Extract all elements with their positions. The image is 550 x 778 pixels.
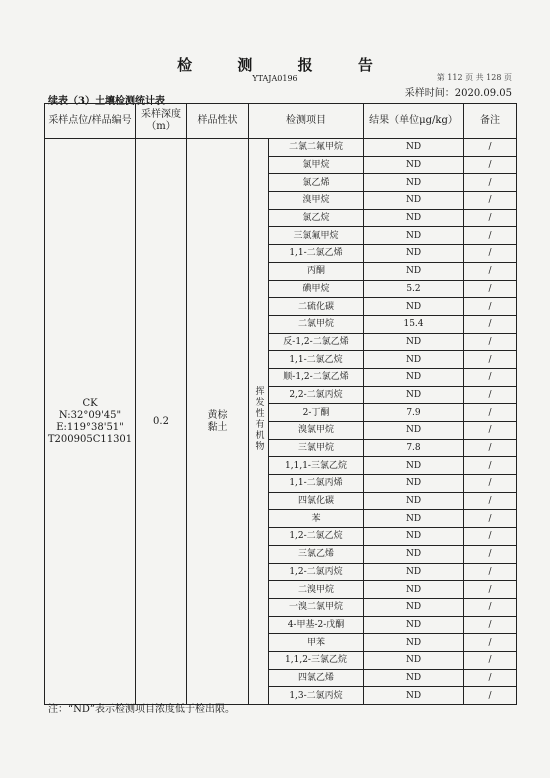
analyte-remark: / bbox=[464, 192, 517, 210]
analyte-result: 15.4 bbox=[364, 315, 464, 333]
analyte-name: 二氯二氟甲烷 bbox=[269, 139, 364, 157]
analyte-result: ND bbox=[364, 351, 464, 369]
sample-site: CK bbox=[82, 397, 98, 409]
analyte-name: 二氯甲烷 bbox=[269, 315, 364, 333]
sample-time: 采样时间：2020.09.05 bbox=[404, 88, 512, 99]
analyte-result: ND bbox=[364, 687, 464, 705]
analyte-name: 溴氯甲烷 bbox=[269, 422, 364, 440]
category-label: 挥发性有机物 bbox=[253, 386, 264, 452]
analyte-remark: / bbox=[464, 669, 517, 687]
analyte-remark: / bbox=[464, 315, 517, 333]
analyte-remark: / bbox=[464, 404, 517, 422]
analyte-result: ND bbox=[364, 528, 464, 546]
analyte-remark: / bbox=[464, 245, 517, 263]
analyte-result: ND bbox=[364, 581, 464, 599]
footnote: 注：“ND”表示检测项目浓度低于检出限。 bbox=[48, 704, 235, 715]
analyte-remark: / bbox=[464, 510, 517, 528]
analyte-remark: / bbox=[464, 687, 517, 705]
analyte-remark: / bbox=[464, 598, 517, 616]
analyte-result: ND bbox=[364, 368, 464, 386]
analyte-remark: / bbox=[464, 616, 517, 634]
sample-code: T200905C11301 bbox=[47, 433, 133, 445]
analyte-name: 1,1,2-三氯乙烷 bbox=[269, 651, 364, 669]
analyte-name: 1,1-二氯乙烷 bbox=[269, 351, 364, 369]
analyte-result: ND bbox=[364, 227, 464, 245]
sample-lon: E:119°38'51" bbox=[56, 421, 124, 433]
analyte-result: ND bbox=[364, 510, 464, 528]
analyte-result: 7.9 bbox=[364, 404, 464, 422]
analyte-name: 1,1,1-三氯乙烷 bbox=[269, 457, 364, 475]
analyte-remark: / bbox=[464, 634, 517, 652]
analyte-name: 1,1-二氯丙烯 bbox=[269, 475, 364, 493]
analyte-result: ND bbox=[364, 209, 464, 227]
analyte-remark: / bbox=[464, 492, 517, 510]
analyte-remark: / bbox=[464, 227, 517, 245]
analyte-result: ND bbox=[364, 563, 464, 581]
analyte-result: ND bbox=[364, 492, 464, 510]
analyte-name: 苯 bbox=[269, 510, 364, 528]
analyte-remark: / bbox=[464, 475, 517, 493]
analyte-result: ND bbox=[364, 192, 464, 210]
report-title: 检 测 报 告 bbox=[177, 56, 393, 74]
analyte-name: 三氯乙烯 bbox=[269, 545, 364, 563]
table-caption: 续表（3）土壤检测统计表 bbox=[48, 96, 165, 107]
col-header-depth: 采样深度（m） bbox=[136, 104, 187, 139]
analyte-remark: / bbox=[464, 262, 517, 280]
analyte-remark: / bbox=[464, 139, 517, 157]
analyte-name: 碘甲烷 bbox=[269, 280, 364, 298]
analyte-result: ND bbox=[364, 386, 464, 404]
analyte-name: 2-丁酮 bbox=[269, 404, 364, 422]
analyte-name: 氯甲烷 bbox=[269, 156, 364, 174]
report-number: YTAJA0196 bbox=[252, 74, 298, 83]
analyte-remark: / bbox=[464, 351, 517, 369]
analyte-name: 1,2-二氯丙烷 bbox=[269, 563, 364, 581]
analyte-result: ND bbox=[364, 669, 464, 687]
sample-depth: 0.2 bbox=[136, 139, 187, 705]
col-header-site: 采样点位/样品编号 bbox=[45, 104, 136, 139]
analyte-result: ND bbox=[364, 422, 464, 440]
analyte-remark: / bbox=[464, 386, 517, 404]
analyte-name: 溴甲烷 bbox=[269, 192, 364, 210]
analyte-result: ND bbox=[364, 457, 464, 475]
analyte-remark: / bbox=[464, 651, 517, 669]
analyte-remark: / bbox=[464, 439, 517, 457]
table-header-row bbox=[45, 104, 517, 139]
analyte-name: 1,2-二氯乙烷 bbox=[269, 528, 364, 546]
analyte-result: ND bbox=[364, 545, 464, 563]
col-header-nature: 样品性状 bbox=[187, 104, 249, 139]
col-header-remark: 备注 bbox=[464, 104, 517, 139]
analyte-remark: / bbox=[464, 209, 517, 227]
col-header-result: 结果（单位μg/kg） bbox=[364, 104, 464, 139]
analyte-name: 四氯化碳 bbox=[269, 492, 364, 510]
analyte-result: ND bbox=[364, 298, 464, 316]
analyte-name: 顺-1,2-二氯乙烯 bbox=[269, 368, 364, 386]
analyte-result: ND bbox=[364, 139, 464, 157]
analyte-name: 三氯氟甲烷 bbox=[269, 227, 364, 245]
analyte-remark: / bbox=[464, 368, 517, 386]
analyte-remark: / bbox=[464, 298, 517, 316]
soil-test-table bbox=[44, 103, 517, 705]
analyte-result: ND bbox=[364, 333, 464, 351]
sample-lat: N:32°09'45" bbox=[58, 409, 122, 421]
analyte-name: 氯乙烯 bbox=[269, 174, 364, 192]
analyte-name: 一溴二氯甲烷 bbox=[269, 598, 364, 616]
analyte-remark: / bbox=[464, 545, 517, 563]
table-body bbox=[45, 139, 517, 705]
analyte-result: ND bbox=[364, 262, 464, 280]
analyte-result: ND bbox=[364, 174, 464, 192]
page-counter: 第 112 页 共 128 页 bbox=[436, 73, 512, 82]
analyte-result: ND bbox=[364, 245, 464, 263]
analyte-name: 反-1,2-二氯乙烯 bbox=[269, 333, 364, 351]
analyte-result: 7.8 bbox=[364, 439, 464, 457]
analyte-name: 三氯甲烷 bbox=[269, 439, 364, 457]
analyte-result: 5.2 bbox=[364, 280, 464, 298]
analyte-name: 二硫化碳 bbox=[269, 298, 364, 316]
analyte-name: 2,2-二氯丙烷 bbox=[269, 386, 364, 404]
analyte-name: 甲苯 bbox=[269, 634, 364, 652]
analyte-name: 丙酮 bbox=[269, 262, 364, 280]
analyte-remark: / bbox=[464, 280, 517, 298]
analyte-remark: / bbox=[464, 563, 517, 581]
analyte-remark: / bbox=[464, 422, 517, 440]
analyte-result: ND bbox=[364, 651, 464, 669]
analyte-result: ND bbox=[364, 634, 464, 652]
analyte-name: 1,3-二氯丙烷 bbox=[269, 687, 364, 705]
analyte-remark: / bbox=[464, 581, 517, 599]
category-cell bbox=[249, 139, 269, 705]
analyte-remark: / bbox=[464, 457, 517, 475]
table-row bbox=[45, 139, 517, 157]
col-header-item: 检测项目 bbox=[249, 104, 364, 139]
analyte-remark: / bbox=[464, 333, 517, 351]
analyte-name: 1,1-二氯乙烯 bbox=[269, 245, 364, 263]
analyte-result: ND bbox=[364, 475, 464, 493]
analyte-name: 四氯乙烯 bbox=[269, 669, 364, 687]
analyte-remark: / bbox=[464, 528, 517, 546]
analyte-result: ND bbox=[364, 156, 464, 174]
sample-site-cell bbox=[45, 139, 136, 705]
sample-nature: 黄棕黏土 bbox=[187, 139, 249, 705]
analyte-name: 二溴甲烷 bbox=[269, 581, 364, 599]
analyte-name: 4-甲基-2-戊酮 bbox=[269, 616, 364, 634]
analyte-remark: / bbox=[464, 156, 517, 174]
analyte-name: 氯乙烷 bbox=[269, 209, 364, 227]
analyte-remark: / bbox=[464, 174, 517, 192]
analyte-result: ND bbox=[364, 616, 464, 634]
analyte-result: ND bbox=[364, 598, 464, 616]
